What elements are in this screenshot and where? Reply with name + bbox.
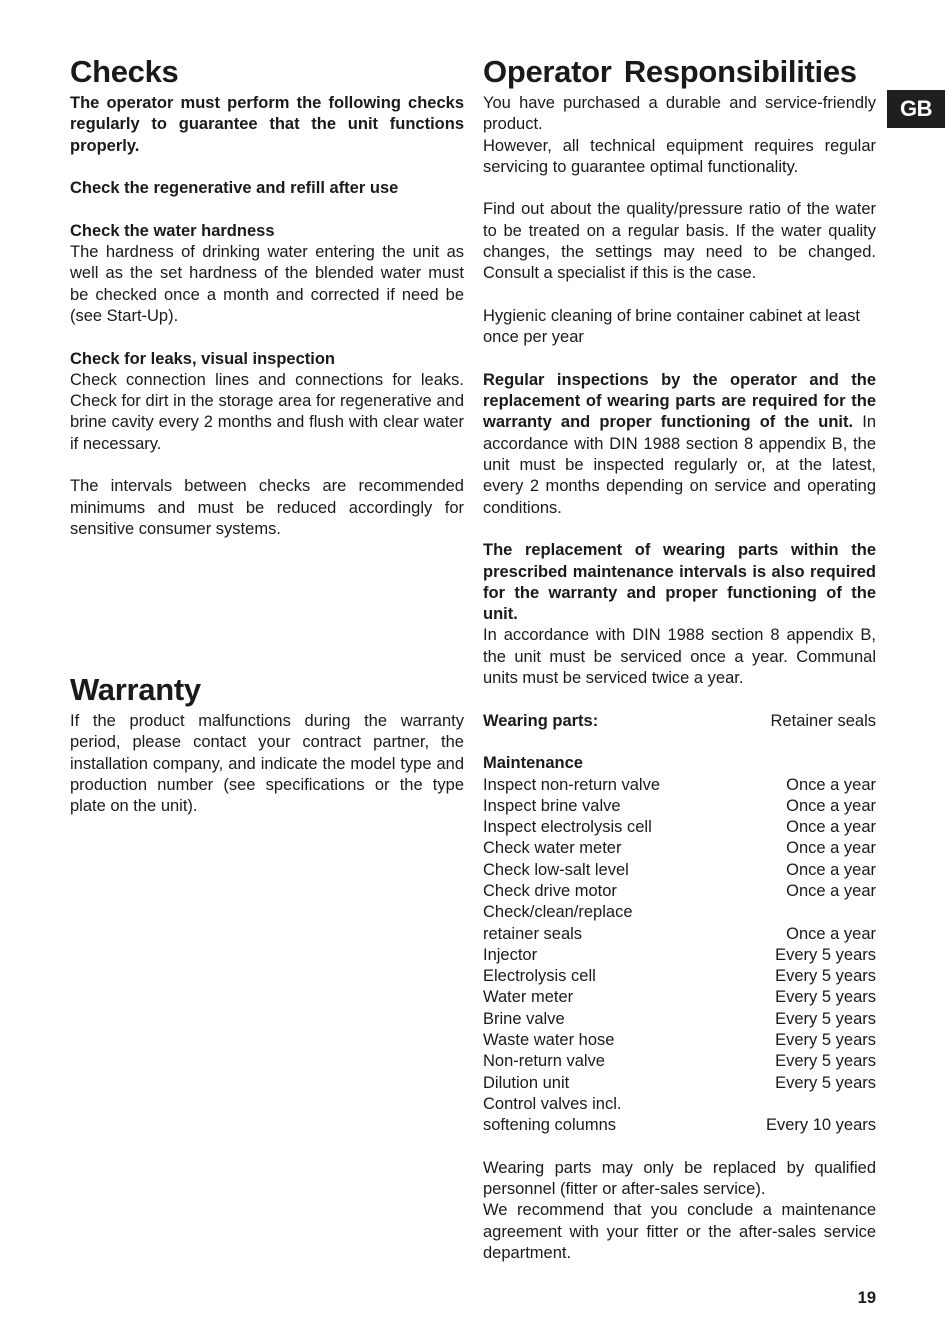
maintenance-interval: Every 5 years (775, 1031, 876, 1050)
maintenance-item: retainer seals (483, 924, 583, 943)
maintenance-row (483, 945, 876, 966)
operator-p1: You have purchased a durable and service-friendly product. (483, 94, 876, 134)
maintenance-row (483, 1094, 876, 1115)
hardness-heading: Check the water hardness (70, 221, 275, 240)
maintenance-interval: Once a year (786, 839, 876, 858)
maintenance-interval: Once a year (786, 818, 876, 837)
maintenance-item: Waste water hose (483, 1031, 615, 1050)
operator-section (483, 52, 876, 1264)
maintenance-item: Check drive motor (483, 881, 617, 900)
maintenance-interval: Every 10 years (765, 1116, 876, 1135)
maintenance-row (483, 902, 876, 923)
language-tab: GB (887, 90, 945, 128)
maintenance-item: Inspect brine valve (483, 796, 621, 815)
wearing-parts-row (483, 711, 876, 732)
operator-p4: Hygienic cleaning of brine container cabinet at least once per year (483, 306, 860, 347)
maintenance-row (483, 1030, 876, 1051)
maintenance-table (483, 775, 876, 1137)
operator-p5-bold: Regular inspections by the operator and the replacement of wearing parts are required for the warranty and proper functioning of the unit. (483, 370, 876, 432)
maintenance-row (483, 1051, 876, 1072)
operator-p6-text: In accordance with DIN 1988 section 8 appendix B, the unit must be serviced once a year. Communal units must be serviced twice a year. (483, 626, 876, 688)
maintenance-item: Water meter (483, 988, 574, 1007)
maintenance-row (483, 1009, 876, 1030)
maintenance-item: Electrolysis cell (483, 967, 596, 986)
maintenance-heading: Maintenance (483, 754, 583, 773)
operator-p3: Find out about the quality/pressure ratio of the water to be treated on a regular basis. If the water quality changes, the settings may need to be changed. Consult a specialist if this is the case. (483, 200, 876, 283)
maintenance-row (483, 817, 876, 838)
maintenance-item: Check/clean/replace (483, 903, 633, 922)
maintenance-item: Dilution unit (483, 1073, 570, 1092)
wearing-parts-label: Wearing parts: (483, 711, 599, 730)
maintenance-interval: Every 5 years (775, 1052, 876, 1071)
left-column (70, 52, 464, 816)
maintenance-item: Injector (483, 945, 538, 964)
page-number: 19 (857, 1289, 876, 1307)
operator-p5 (483, 370, 876, 519)
checks-section (70, 52, 464, 540)
maintenance-item: Brine valve (483, 1009, 565, 1028)
regen-heading: Check the regenerative and refill after use (70, 179, 399, 198)
hardness-text: The hardness of drinking water entering the unit as well as the set hardness of the blended water must be checked once a month and corrected if need be (see Start-Up). (70, 243, 464, 325)
warranty-title: Warranty (70, 672, 201, 707)
maintenance-row (483, 966, 876, 987)
maintenance-row (483, 881, 876, 902)
leaks-heading: Check for leaks, visual inspection (70, 349, 336, 368)
operator-p5-text: In accordance with DIN 1988 section 8 appendix B, the unit must be inspected regularly or, at the latest, every 2 months depending on service and operating conditions. (483, 413, 876, 517)
maintenance-item: Control valves incl. (483, 1094, 622, 1113)
warranty-section (70, 670, 464, 817)
maintenance-interval: Every 5 years (775, 945, 876, 964)
maintenance-interval: Once a year (786, 924, 876, 943)
maintenance-row (483, 1073, 876, 1094)
maintenance-interval: Once a year (786, 881, 876, 900)
right-column (483, 52, 876, 1264)
leaks-text: Check connection lines and connections for leaks. Check for dirt in the storage area for regenerative and brine cavity every 2 months and flush with clear water if necessary. (70, 370, 464, 453)
intervals-text: The intervals between checks are recommended minimums and must be reduced accordingly for sensitive consumer systems. (70, 477, 464, 538)
maintenance-interval: Every 5 years (775, 967, 876, 986)
maintenance-item: Non-return valve (483, 1052, 605, 1071)
maintenance-interval: Once a year (786, 796, 876, 815)
maintenance-interval: Once a year (786, 775, 876, 794)
operator-p2: However, all technical equipment requires regular servicing to guarantee optimal functionality. (483, 136, 876, 176)
checks-title: Checks (70, 54, 179, 89)
operator-p6-bold: The replacement of wearing parts within the prescribed maintenance intervals is also required for the warranty and proper functioning of the unit. (483, 541, 876, 624)
maintenance-interval: Every 5 years (775, 1073, 876, 1092)
maintenance-row (483, 796, 876, 817)
maintenance-row (483, 1115, 876, 1136)
closing-text-1: Wearing parts may only be replaced by qualified personnel (fitter or after-sales service). (483, 1158, 876, 1199)
wearing-parts-value: Retainer seals (770, 711, 876, 730)
maintenance-row (483, 838, 876, 859)
maintenance-item: Inspect non-return valve (483, 775, 661, 794)
maintenance-row (483, 987, 876, 1008)
operator-title: Operator Responsibilities (483, 54, 857, 89)
maintenance-item: Check low-salt level (483, 860, 629, 879)
maintenance-item: Check water meter (483, 839, 622, 858)
maintenance-item: Inspect electrolysis cell (483, 818, 652, 837)
maintenance-interval: Once a year (786, 860, 876, 879)
maintenance-row (483, 924, 876, 945)
warranty-text: If the product malfunctions during the warranty period, please contact your contract partner, the installation company, and indicate the model type and production number (see specifications or the type plate on the unit). (70, 712, 464, 816)
checks-intro: The operator must perform the following checks regularly to guarantee that the unit functions properly. (70, 94, 464, 155)
maintenance-row (483, 775, 876, 796)
maintenance-interval: Every 5 years (775, 1009, 876, 1028)
maintenance-row (483, 860, 876, 881)
closing-text-2: We recommend that you conclude a maintenance agreement with your fitter or the after-sales service department. (483, 1201, 876, 1263)
maintenance-interval: Every 5 years (775, 988, 876, 1007)
maintenance-item: softening columns (483, 1116, 616, 1135)
